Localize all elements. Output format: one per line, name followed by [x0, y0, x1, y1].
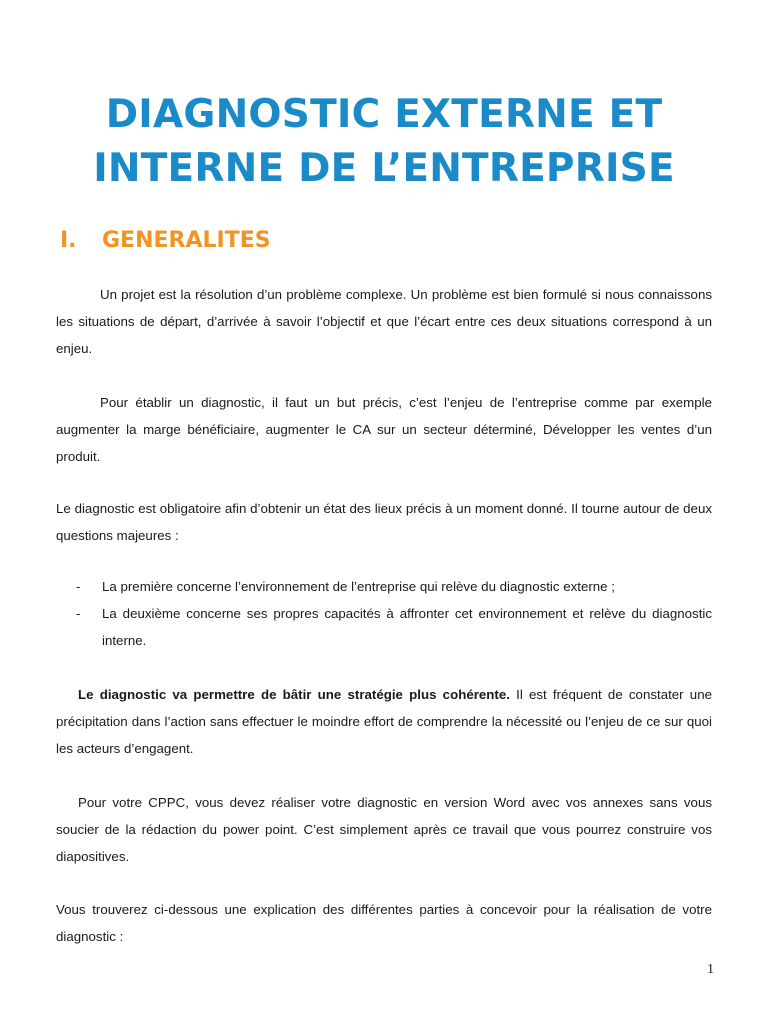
section-heading-text: GENERALITES: [102, 228, 271, 253]
section-heading: [60, 226, 271, 256]
paragraph-project-definition: Un projet est la résolution d’un problème complexe. Un problème est bien formulé si nous connaissons les situations de départ, d’arrivée à savoir l’objectif et que l’écart entre ces deux situations correspond à un enjeu.: [56, 287, 712, 356]
strategy-rest: Il est fréquent de constater une précipitation dans l’action sans effectuer le moindre effort de comprendre la nécessité ou l’enjeu de ce sur quoi les acteurs d’engagent.: [56, 687, 712, 756]
document-title: [56, 88, 712, 196]
title-line-2: INTERNE DE L’ENTREPRISE: [93, 146, 675, 191]
questions-list: [56, 573, 712, 654]
list-item: [56, 573, 712, 600]
title-line-1: DIAGNOSTIC EXTERNE ET: [105, 92, 663, 137]
strategy-bold-lead: Le diagnostic va permettre de bâtir une stratégie plus cohérente.: [78, 687, 510, 702]
paragraph-explanation: Vous trouverez ci-dessous une explication des différentes parties à concevoir pour la réalisation de votre diagnostic :: [56, 902, 712, 944]
bullet-dash: -: [76, 606, 81, 621]
paragraph-diagnostic-obligation: Le diagnostic est obligatoire afin d’obtenir un état des lieux précis à un moment donné. Il tourne autour de deux questions majeures :: [56, 501, 712, 543]
paragraph-strategy: [56, 681, 712, 762]
paragraph-diagnostic-goal: Pour établir un diagnostic, il faut un but précis, c’est l’enjeu de l’entreprise comme par exemple augmenter la marge bénéficiaire, augmenter le CA sur un secteur déterminé, Développer les ventes d’un produit.: [56, 395, 712, 464]
section-number: I.: [60, 228, 77, 253]
page-number: 1: [707, 962, 714, 977]
bullet-dash: -: [76, 579, 81, 594]
list-item: [56, 600, 712, 654]
list-item-text: La première concerne l’environnement de l’entreprise qui relève du diagnostic externe ;: [102, 579, 615, 594]
paragraph-cppc: Pour votre CPPC, vous devez réaliser votre diagnostic en version Word avec vos annexes sans vous soucier de la rédaction du power point. C’est simplement après ce travail que vous pourrez construire vos diapositives.: [56, 795, 712, 864]
list-item-text: La deuxième concerne ses propres capacités à affronter cet environnement et relève du diagnostic interne.: [102, 606, 712, 648]
